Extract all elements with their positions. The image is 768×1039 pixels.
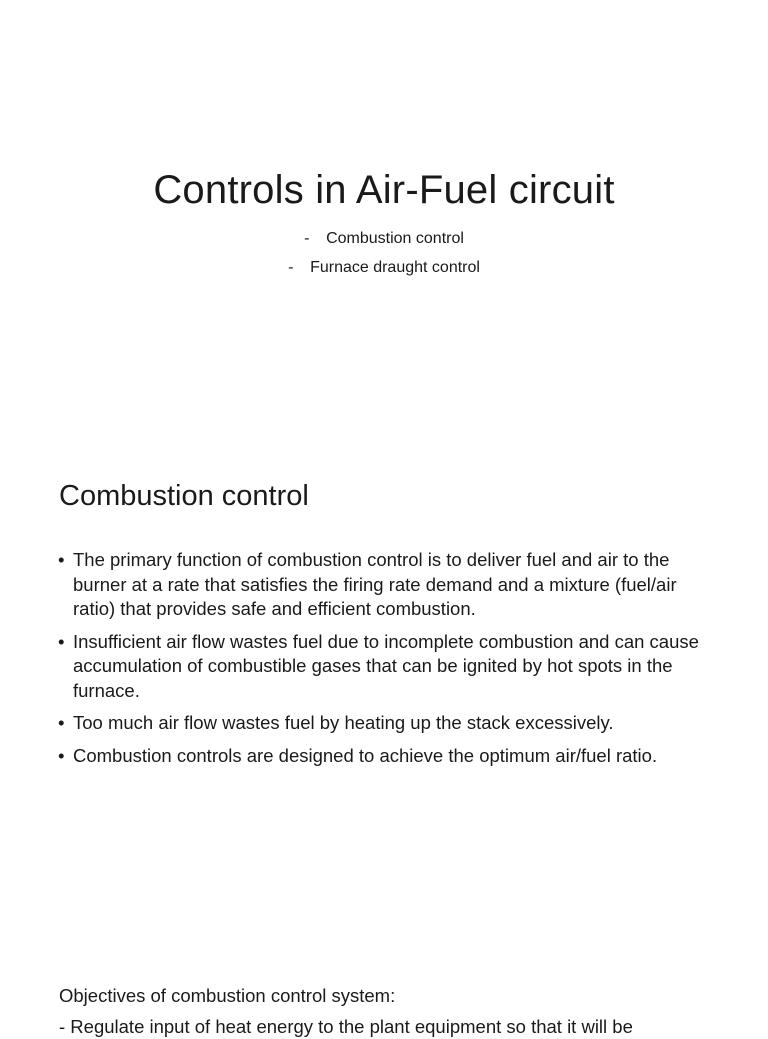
bullet-text: The primary function of combustion control is to deliver fuel and air to the burner at a rate that satisfies the firing rate demand and a mixture (fuel/air ratio) that provides safe and efficient combustion. (73, 549, 677, 619)
bullet-dot: • (58, 712, 65, 733)
bullet-list (58, 548, 708, 776)
bullet-item (58, 548, 708, 622)
bullet-dot: • (58, 744, 65, 766)
bullet-dot: • (58, 549, 65, 570)
bullet-item (58, 630, 708, 704)
bullet-dot: • (58, 630, 65, 652)
objective-item: - Regulate input of heat energy to the plant equipment so that it will be (59, 1016, 633, 1037)
sub-item-label: Furnace draught control (310, 259, 480, 276)
slide-objectives (0, 956, 768, 1037)
sub-item-label: Combustion control (326, 230, 464, 247)
slide-combustion-control (0, 432, 768, 956)
objectives-heading: Objectives of combustion control system: (59, 985, 396, 1006)
slide-title (0, 0, 768, 432)
bullet-text: Insufficient air flow wastes fuel due to incomplete combustion and can cause accumulation of combustible gases that can be ignited by hot spots in the furnace. (73, 630, 699, 701)
slide-title-heading: Controls in Air-Fuel circuit (153, 168, 615, 212)
bullet-text: Combustion controls are designed to achieve the optimum air/fuel ratio. (73, 744, 658, 766)
dash-bullet: - (288, 259, 294, 276)
sub-list-item-combustion-control (0, 229, 768, 249)
bullet-item (58, 711, 708, 736)
bullet-text: Too much air flow wastes fuel by heating up the stack excessively. (73, 712, 614, 733)
section-title: Combustion control (59, 480, 309, 512)
bullet-item (58, 744, 708, 769)
dash-bullet: - (304, 230, 310, 247)
sub-list-item-furnace-draught-control (0, 258, 768, 278)
